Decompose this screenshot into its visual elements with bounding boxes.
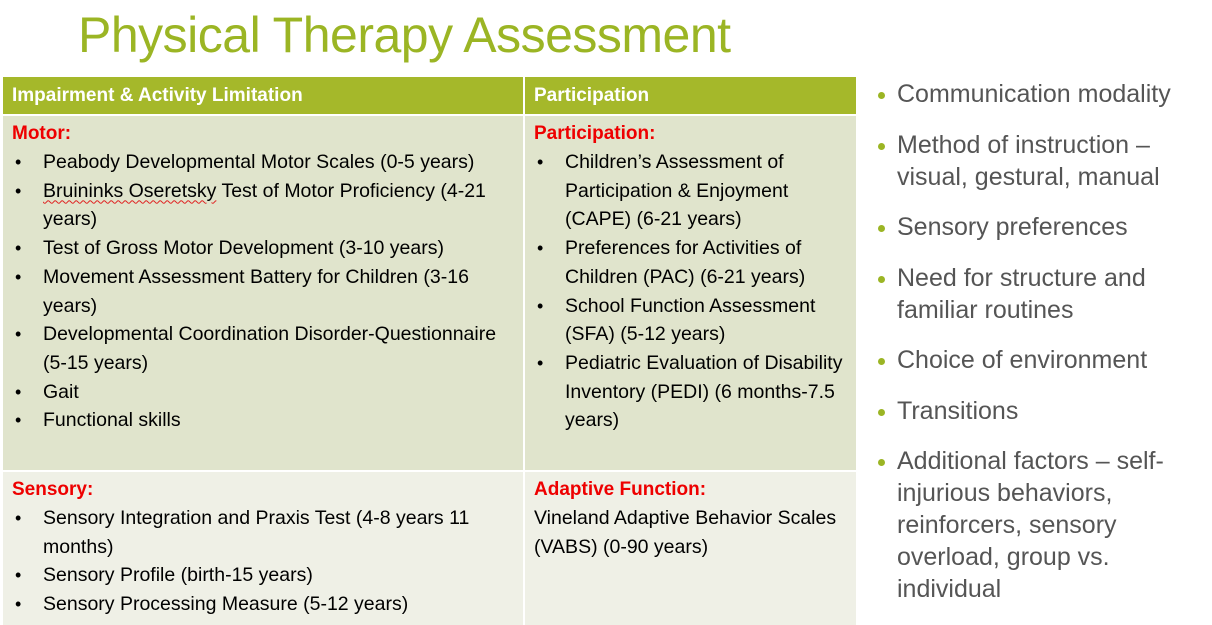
consideration-item: Sensory preferences <box>876 211 1212 243</box>
list-item: • Sensory Profile (birth-15 years) <box>12 561 515 590</box>
list-item: • Children’s Assessment of Participation & Enjoyment (CAPE) (6-21 years) <box>534 148 848 234</box>
list-item: • School Function Assessment (SFA) (5-12 years) <box>534 292 848 349</box>
considerations-list <box>876 78 1212 624</box>
list-item: • Peabody Developmental Motor Scales (0-5 years) <box>12 148 515 177</box>
adaptive-function-text: Vineland Adaptive Behavior Scales (VABS) (0-90 years) <box>534 507 837 558</box>
assessment-table <box>3 77 856 625</box>
list-item: • Sensory Integration and Praxis Test (4-8 years 11 months) <box>12 504 515 561</box>
bullet-icon <box>878 225 885 232</box>
consideration-item: Communication modality <box>876 78 1212 110</box>
bullet-icon <box>878 459 885 466</box>
list-item: • Movement Assessment Battery for Children (3-16 years) <box>12 263 515 320</box>
bullet-icon <box>878 409 885 416</box>
sensory-list <box>12 504 515 619</box>
bullet-icon <box>878 143 885 150</box>
cell-adaptive-function <box>525 472 856 625</box>
consideration-item: Choice of environment <box>876 344 1212 376</box>
spellcheck-flagged-text: Bruininks Oseretsky <box>43 179 217 202</box>
list-item: • Sensory Processing Measure (5-12 years) <box>12 590 515 619</box>
category-adaptive-function: Adaptive Function: <box>534 479 707 500</box>
consideration-item: Need for structure and familiar routines <box>876 262 1212 326</box>
cell-motor <box>3 116 523 470</box>
list-item-text: Test of Motor Proficiency (4-21 years) <box>43 179 486 231</box>
consideration-item: Additional factors – self-injurious behaviors, reinforcers, sensory overload, group vs. individual <box>876 445 1212 605</box>
category-sensory: Sensory: <box>12 479 94 500</box>
bullet-icon <box>878 358 885 365</box>
cell-participation <box>525 116 856 470</box>
header-impairment-activity: Impairment & Activity Limitation <box>3 77 523 114</box>
category-participation: Participation: <box>534 123 656 144</box>
list-item: • Gait <box>12 378 515 407</box>
list-item: • Developmental Coordination Disorder-Questionnaire (5-15 years) <box>12 320 515 377</box>
slide-title: Physical Therapy Assessment <box>78 7 731 63</box>
consideration-item: Method of instruction – visual, gestural, manual <box>876 129 1212 193</box>
bullet-icon <box>878 276 885 283</box>
list-item <box>12 177 515 234</box>
list-item: • Preferences for Activities of Children (PAC) (6-21 years) <box>534 234 848 291</box>
header-participation: Participation <box>525 77 856 114</box>
bullet-icon <box>878 92 885 99</box>
consideration-item: Transitions <box>876 395 1212 427</box>
list-item: • Functional skills <box>12 406 515 435</box>
cell-sensory <box>3 472 523 625</box>
category-motor: Motor: <box>12 123 72 144</box>
motor-list <box>12 148 515 435</box>
list-item: • Pediatric Evaluation of Disability Inventory (PEDI) (6 months-7.5 years) <box>534 349 848 435</box>
list-item: • Test of Gross Motor Development (3-10 years) <box>12 234 515 263</box>
participation-list <box>534 148 848 435</box>
